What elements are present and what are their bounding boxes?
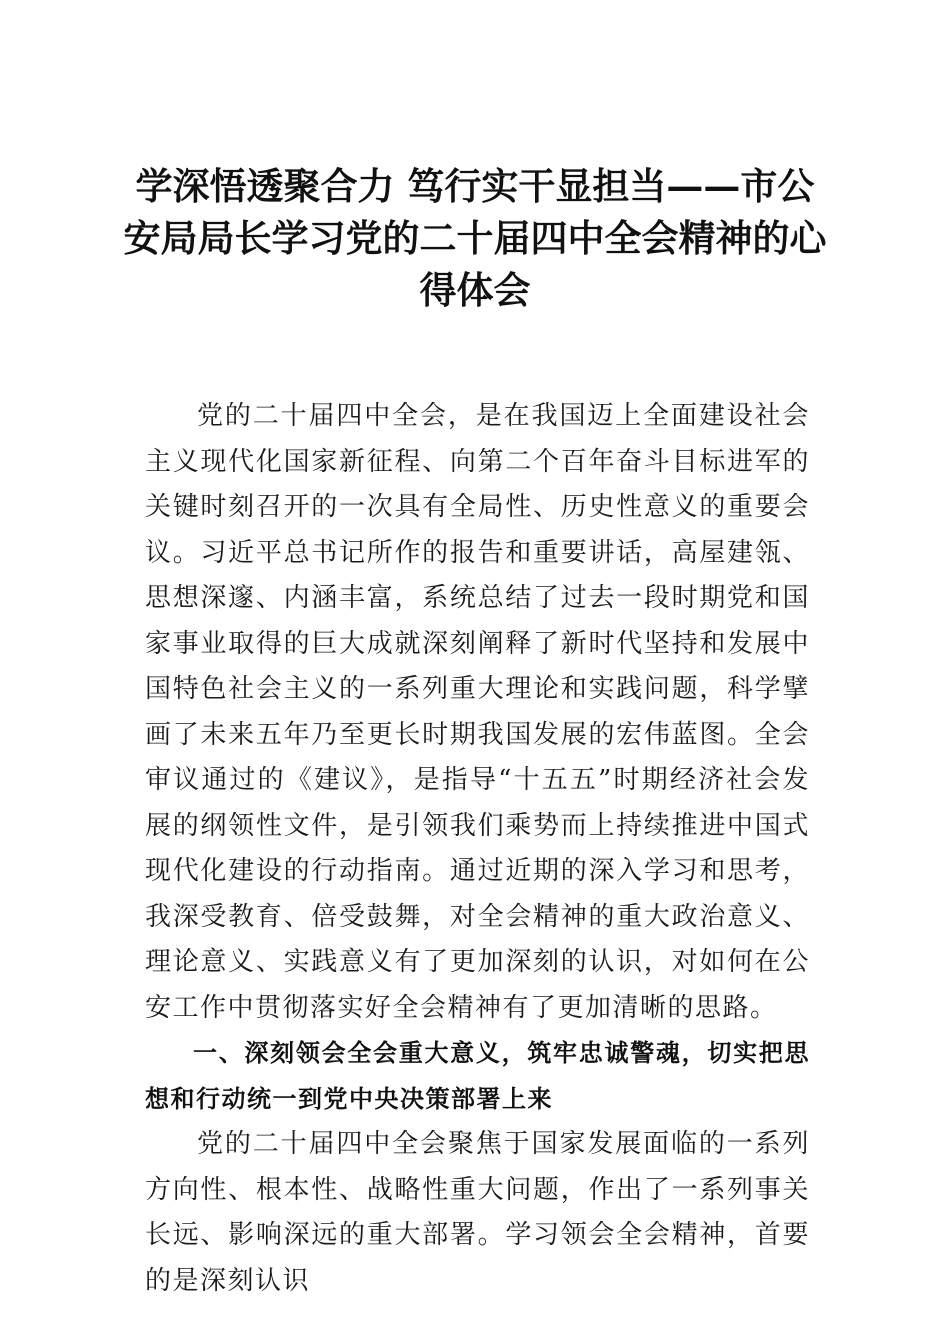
- document-title: 学深悟透聚合力 笃行实干显担当——市公安局局长学习党的二十届四中全会精神的心得体会: [123, 164, 827, 312]
- document-body: [145, 394, 810, 1304]
- intro-paragraph: 党的二十届四中全会，是在我国迈上全面建设社会主义现代化国家新征程、向第二个百年奋斗目标进军的关键时刻召开的一次具有全局性、历史性意义的重要会议。习近平总书记所作的报告和重要讲话，高屋建瓴、思想深邃、内涵丰富，系统总结了过去一段时期党和国家事业取得的巨大成就深刻阐释了新时代坚持和发展中国特色社会主义的一系列重大理论和实践问题，科学擘画了未来五年乃至更长时期我国发展的宏伟蓝图。全会审议通过的《建议》，是指导“十五五”时期经济社会发展的纲领性文件，是引领我们乘势而上持续推进中国式现代化建设的行动指南。通过近期的深入学习和思考，我深受教育、倍受鼓舞，对全会精神的重大政治意义、理论意义、实践意义有了更加深刻的认识，对如何在公安工作中贯彻落实好全会精神有了更加清晰的思路。: [145, 401, 810, 1023]
- section-paragraph: 党的二十届四中全会聚焦于国家发展面临的一系列方向性、根本性、战略性重大问题，作出了一系列事关长远、影响深远的重大部署。学习领会全会精神，首要的是深刻认识: [145, 1129, 810, 1296]
- section-heading: 一、深刻领会全会重大意义，筑牢忠诚警魂，切实把思想和行动统一到党中央决策部署上来: [145, 1039, 810, 1113]
